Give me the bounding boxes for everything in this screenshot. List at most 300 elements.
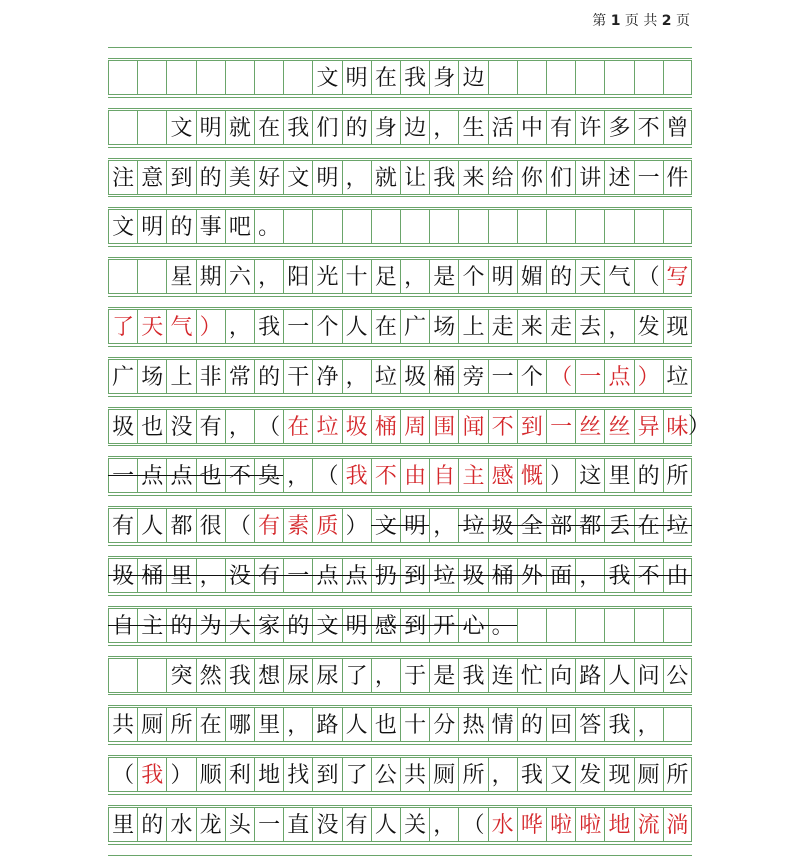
grid-spacer-band [108,744,692,756]
grid-cell [663,608,692,643]
grid-cell: 的 [634,458,663,493]
grid-cell: 文 [312,608,341,643]
grid-row [108,409,692,444]
grid-cell: 净 [312,359,341,394]
grid-spacer-band [108,246,692,258]
grid-cell: 垃 [371,359,400,394]
grid-cell [196,60,225,95]
grid-row [108,658,692,693]
grid-cell: 到 [312,757,341,792]
grid-spacer-band [108,47,692,59]
grid-cell: 明 [312,160,341,195]
grid-cell: 写 [663,259,692,294]
grid-cell: 面 [546,558,575,593]
grid-cell [488,209,517,244]
grid-cell: 主 [458,458,487,493]
grid-cell: 一 [575,359,604,394]
grid-cell: ， [342,160,371,195]
grid-cell: 的 [254,359,283,394]
composition-grid-paper [108,26,711,866]
grid-cell: 到 [400,558,429,593]
grid-cell: 有 [196,409,225,444]
grid-cell: 没 [166,409,195,444]
grid-cell: 就 [225,110,254,145]
grid-cell [546,60,575,95]
grid-cell: 边 [400,110,429,145]
grid-cell: 文 [283,160,312,195]
grid-cell: ， [604,309,633,344]
grid-cell: 圾 [108,409,137,444]
grid-cell: （ [312,458,341,493]
grid-cell: 来 [517,309,546,344]
grid-cell: 垃 [312,409,341,444]
grid-cell: 有 [254,558,283,593]
grid-cell [254,60,283,95]
grid-cell: 文 [312,60,341,95]
grid-row [108,458,692,493]
grid-cell: 慨 [517,458,546,493]
grid-cell: 的 [166,608,195,643]
grid-cell: 垃 [458,508,487,543]
grid-cell: 述 [604,160,633,195]
grid-cell: 素 [283,508,312,543]
page-header-middle: 页 共 [624,13,658,29]
grid-cell: 异 [634,409,663,444]
grid-cell [137,60,166,95]
grid-cell [634,60,663,95]
grid-cell: 明 [342,608,371,643]
grid-cell: 感 [371,608,400,643]
grid-cell: 流 [634,807,663,842]
grid-cell: 里 [166,558,195,593]
grid-cell [166,60,195,95]
grid-cell: 阳 [283,259,312,294]
grid-spacer-band [108,545,692,557]
grid-cell: 我 [429,160,458,195]
grid-cell: 到 [400,608,429,643]
grid-cell: 身 [371,110,400,145]
grid-cell: 活 [488,110,517,145]
total-page-number: 2 [661,13,672,29]
grid-cell: 所 [166,707,195,742]
grid-spacer-band [108,147,692,159]
page-header-suffix: 页 [676,13,690,29]
grid-cell: （ [254,409,283,444]
grid-cell: 有 [108,508,137,543]
grid-cell: 一 [283,558,312,593]
grid-cell: 都 [575,508,604,543]
grid-cell: 开 [429,608,458,643]
grid-cell [546,209,575,244]
grid-cell: ） [634,359,663,394]
grid-cell [225,60,254,95]
grid-cell: ， [400,259,429,294]
grid-cell: 也 [196,458,225,493]
grid-cell: 场 [429,309,458,344]
grid-cell: 明 [137,209,166,244]
grid-row [108,608,692,643]
grid-cell [604,209,633,244]
grid-cell [108,658,137,693]
grid-cell: 讲 [575,160,604,195]
grid-cell: 吧 [225,209,254,244]
grid-cell [604,608,633,643]
grid-cell: 点 [342,558,371,593]
grid-cell: 就 [371,160,400,195]
grid-cell: 曾 [663,110,692,145]
grid-cell: 顺 [196,757,225,792]
grid-cell: 共 [400,757,429,792]
grid-cell: 自 [108,608,137,643]
grid-cell: 共 [108,707,137,742]
grid-cell: 们 [546,160,575,195]
grid-cell: 发 [575,757,604,792]
grid-cell: 我 [458,658,487,693]
grid-row [108,508,692,543]
grid-cell: ） [166,757,195,792]
grid-cell: 一 [546,409,575,444]
grid-cell: 现 [663,309,692,344]
grid-cell: 星 [166,259,195,294]
grid-cell: 在 [371,60,400,95]
grid-cell: 垃 [663,359,692,394]
grid-cell [546,608,575,643]
grid-cell: 尿 [312,658,341,693]
grid-cell: 闻 [458,409,487,444]
grid-cell: ， [283,707,312,742]
grid-cell: 光 [312,259,341,294]
grid-row [108,160,692,195]
grid-cell: 也 [137,409,166,444]
grid-cell: 我 [254,309,283,344]
grid-cell: 我 [283,110,312,145]
grid-cell: 在 [283,409,312,444]
grid-cell: ， [225,309,254,344]
grid-spacer-band [108,645,692,657]
grid-cell: 人 [342,309,371,344]
grid-row [108,757,692,792]
grid-cell: 圾 [342,409,371,444]
grid-cell [663,209,692,244]
grid-cell: 忙 [517,658,546,693]
grid-cell [634,209,663,244]
grid-cell: 一 [108,458,137,493]
grid-cell: 十 [342,259,371,294]
grid-cell: ， [254,259,283,294]
grid-cell: 我 [137,757,166,792]
grid-cell: 是 [429,259,458,294]
grid-cell: 自 [429,458,458,493]
grid-cell: 想 [254,658,283,693]
grid-cell: 龙 [196,807,225,842]
grid-cell: ） [196,309,225,344]
grid-cell: 里 [254,707,283,742]
grid-cell: 厕 [429,757,458,792]
grid-cell: 问 [634,658,663,693]
grid-cell: 文 [108,209,137,244]
grid-cell: 我 [400,60,429,95]
grid-cell: 圾 [108,558,137,593]
grid-cell: ， [634,707,663,742]
grid-spacer-band [108,396,692,408]
grid-cell [342,209,371,244]
grid-cell: 的 [342,110,371,145]
grid-cell: 广 [400,309,429,344]
grid-spacer-band [108,196,692,208]
grid-cell [137,259,166,294]
grid-cell: 个 [312,309,341,344]
grid-cell: 点 [166,458,195,493]
grid-cell: 你 [517,160,546,195]
grid-cell: ， [283,458,312,493]
grid-cell: 现 [604,757,633,792]
grid-cell: 文 [166,110,195,145]
grid-cell: 主 [137,608,166,643]
grid-cell: 我 [342,458,371,493]
grid-cell: 一 [634,160,663,195]
grid-cell: ， [429,110,458,145]
grid-cell: 不 [488,409,517,444]
grid-cell: 大 [225,608,254,643]
grid-cell: ） [342,508,371,543]
grid-cell: ， [575,558,604,593]
grid-cell: 点 [312,558,341,593]
grid-cell: 答 [575,707,604,742]
grid-cell: 部 [546,508,575,543]
grid-cell: 由 [663,558,692,593]
grid-cell: 水 [166,807,195,842]
grid-cell: 我 [517,757,546,792]
grid-cell: 里 [108,807,137,842]
grid-cell: 我 [604,707,633,742]
grid-cell: 生 [458,110,487,145]
grid-cell [312,209,341,244]
grid-cell: 的 [546,259,575,294]
grid-cell: 厕 [137,707,166,742]
grid-cell: 中 [517,110,546,145]
grid-cell: 气 [166,309,195,344]
grid-cell: 十 [400,707,429,742]
grid-spacer-band [108,445,692,457]
grid-cell [137,110,166,145]
grid-cell: 桶 [429,359,458,394]
grid-cell: 垃 [663,508,692,543]
grid-cell: 圾 [488,508,517,543]
grid-cell: 丝 [575,409,604,444]
grid-cell: 分 [429,707,458,742]
grid-cell: 桶 [488,558,517,593]
grid-cell: 桶 [371,409,400,444]
grid-cell: 垃 [429,558,458,593]
grid-cell [108,60,137,95]
grid-spacer-band [108,97,692,109]
grid-cell [517,608,546,643]
grid-cell: ， [429,807,458,842]
grid-cell: （ [108,757,137,792]
grid-cell: 的 [166,209,195,244]
grid-cell: 所 [663,757,692,792]
grid-row [108,209,692,244]
grid-cell: 发 [634,309,663,344]
grid-cell: ， [488,757,517,792]
grid-cell: 六 [225,259,254,294]
grid-cell: 走 [546,309,575,344]
grid-cell: 点 [137,458,166,493]
grid-cell: ， [342,359,371,394]
grid-cell: 向 [546,658,575,693]
grid-cell: 身 [429,60,458,95]
grid-spacer-band [108,794,692,806]
grid-row [108,259,692,294]
grid-cell: 是 [429,658,458,693]
grid-cell: 热 [458,707,487,742]
grid-cell: 哪 [225,707,254,742]
grid-cell: 常 [225,359,254,394]
grid-cell: 广 [108,359,137,394]
grid-cell [517,209,546,244]
grid-cell: 圾 [458,558,487,593]
grid-row [108,558,692,593]
grid-cell [108,110,137,145]
grid-cell: （ [458,807,487,842]
grid-cell [108,259,137,294]
grid-cell: 公 [371,757,400,792]
grid-cell: 为 [196,608,225,643]
grid-cell: 丝 [604,409,633,444]
grid-cell: 明 [400,508,429,543]
grid-cell: 感 [488,458,517,493]
grid-cell: 丢 [604,508,633,543]
grid-cell: 期 [196,259,225,294]
grid-cell: 味 [663,409,692,444]
grid-spacer-band [108,296,692,308]
grid-cell: 明 [196,110,225,145]
grid-cell: 边 [458,60,487,95]
grid-cell: 厕 [634,757,663,792]
grid-spacer-band [108,694,692,706]
grid-cell: 公 [663,658,692,693]
grid-cell: 啦 [575,807,604,842]
grid-cell: 让 [400,160,429,195]
grid-cell: 淌 [663,807,692,842]
grid-cell: 围 [429,409,458,444]
grid-cell: 不 [634,558,663,593]
grid-cell: 都 [166,508,195,543]
grid-cell: 足 [371,259,400,294]
grid-cell: 多 [604,110,633,145]
grid-cell: 上 [458,309,487,344]
grid-cell: 不 [371,458,400,493]
grid-cell: 我 [225,658,254,693]
grid-cell: 。 [254,209,283,244]
grid-cell: 美 [225,160,254,195]
grid-cell: 不 [634,110,663,145]
grid-cell: 不 [225,458,254,493]
grid-cell: 地 [604,807,633,842]
grid-cell: 非 [196,359,225,394]
grid-cell [400,209,429,244]
grid-cell [604,60,633,95]
grid-cell [575,608,604,643]
page-header-prefix: 第 [592,13,607,29]
grid-cell: 在 [371,309,400,344]
grid-cell: 扔 [371,558,400,593]
grid-cell: 事 [196,209,225,244]
grid-spacer-band [108,346,692,358]
grid-cell: （ [634,259,663,294]
grid-cell: 头 [225,807,254,842]
grid-cell: 人 [342,707,371,742]
grid-cell: （ [225,508,254,543]
grid-cell: 地 [254,757,283,792]
grid-cell [458,209,487,244]
grid-cell: 啦 [546,807,575,842]
grid-cell: 所 [663,458,692,493]
grid-cell: （ [546,359,575,394]
grid-cell: 没 [312,807,341,842]
grid-cell [371,209,400,244]
grid-cell: 的 [196,160,225,195]
grid-cell: 走 [488,309,517,344]
grid-cell: 。 [488,608,517,643]
grid-cell: 媚 [517,259,546,294]
grid-cell: ， [225,409,254,444]
grid-cell [663,707,692,742]
grid-cell: 个 [517,359,546,394]
grid-cell [283,209,312,244]
grid-cell: 很 [196,508,225,543]
grid-cell: 到 [166,160,195,195]
grid-cell [575,209,604,244]
grid-cell: 明 [488,259,517,294]
grid-cell: 了 [108,309,137,344]
current-page-number: 1 [610,13,621,29]
grid-cell: 有 [254,508,283,543]
grid-spacer-band [108,495,692,507]
grid-cell: ） [546,458,575,493]
grid-cell: 有 [546,110,575,145]
grid-row [108,359,692,394]
grid-cell: 去 [575,309,604,344]
grid-spacer-band [108,844,692,856]
grid-cell: ， [429,508,458,543]
grid-cell: 在 [254,110,283,145]
grid-cell: 这 [575,458,604,493]
grid-cell: 也 [371,707,400,742]
grid-cell: 利 [225,757,254,792]
grid-cell: 臭 [254,458,283,493]
grid-cell [137,658,166,693]
grid-cell: 给 [488,160,517,195]
grid-cell: 意 [137,160,166,195]
grid-cell: 外 [517,558,546,593]
grid-cell: 关 [400,807,429,842]
grid-cell [429,209,458,244]
grid-cell: 尿 [283,658,312,693]
grid-cell: 件 [663,160,692,195]
grid-cell [663,60,692,95]
grid-cell: 圾 [400,359,429,394]
grid-cell [283,60,312,95]
grid-row [108,309,692,344]
grid-cell: 一 [283,309,312,344]
grid-cell: 里 [604,458,633,493]
grid-cell: 文 [371,508,400,543]
grid-cell: 点 [604,359,633,394]
grid-cell: 的 [137,807,166,842]
grid-cell: 在 [196,707,225,742]
grid-row [108,60,692,95]
